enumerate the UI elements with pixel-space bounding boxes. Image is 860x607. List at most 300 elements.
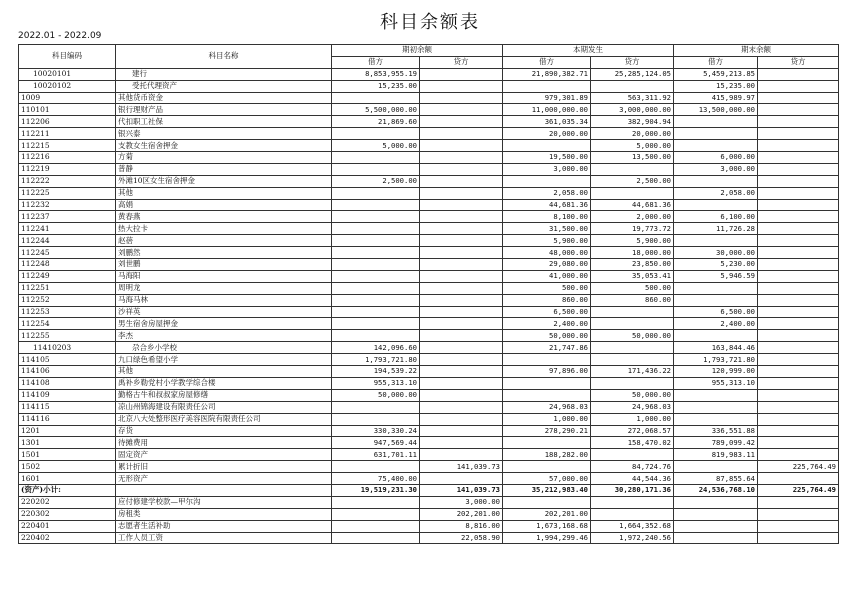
opening-credit-cell xyxy=(420,175,503,187)
name-cell: 凉山州锦海建设有限责任公司 xyxy=(116,401,332,413)
current-credit-cell xyxy=(591,187,674,199)
closing-debit-cell xyxy=(674,508,758,520)
name-cell: 男生宿舍房屋押金 xyxy=(116,318,332,330)
current-credit-cell: 272,068.57 xyxy=(591,425,674,437)
current-debit-cell: 21,747.86 xyxy=(503,342,591,354)
current-debit-cell xyxy=(503,461,591,473)
opening-debit-cell xyxy=(332,247,420,259)
name-cell: 勤格古牛和叔叔家房屋修缮 xyxy=(116,389,332,401)
current-debit-cell: 500.00 xyxy=(503,282,591,294)
name-cell: 马海阳 xyxy=(116,270,332,282)
closing-credit-cell xyxy=(758,270,839,282)
closing-debit-cell: 6,100.00 xyxy=(674,211,758,223)
current-debit-cell: 24,968.03 xyxy=(503,401,591,413)
closing-debit-cell xyxy=(674,282,758,294)
current-debit-cell: 860.00 xyxy=(503,294,591,306)
opening-credit-cell xyxy=(420,294,503,306)
closing-credit-cell xyxy=(758,306,839,318)
table-row xyxy=(19,496,839,508)
closing-credit-cell xyxy=(758,247,839,259)
opening-debit-cell xyxy=(332,163,420,175)
closing-credit-cell xyxy=(758,163,839,175)
opening-debit-cell xyxy=(332,508,420,520)
table-row xyxy=(19,68,839,80)
table-row xyxy=(19,532,839,544)
code-cell: 112215 xyxy=(19,140,116,152)
closing-debit-cell xyxy=(674,116,758,128)
current-debit-cell: 97,896.00 xyxy=(503,366,591,378)
code-cell: 112219 xyxy=(19,163,116,175)
name-cell: 高娟 xyxy=(116,199,332,211)
current-debit-cell: 3,000.00 xyxy=(503,163,591,175)
code-cell: 1501 xyxy=(19,449,116,461)
code-cell: (资产)小计: xyxy=(19,484,116,496)
current-credit-cell: 13,500.00 xyxy=(591,152,674,164)
name-cell: 尕合乡小学校 xyxy=(116,342,332,354)
current-credit-cell: 1,000.00 xyxy=(591,413,674,425)
current-credit-cell: 24,968.03 xyxy=(591,401,674,413)
current-credit-cell: 20,000.00 xyxy=(591,128,674,140)
header-opening: 期初余额 xyxy=(332,45,503,57)
name-cell: 支教女生宿舍押金 xyxy=(116,140,332,152)
closing-debit-cell: 15,235.00 xyxy=(674,80,758,92)
table-row xyxy=(19,211,839,223)
name-cell: 存货 xyxy=(116,425,332,437)
closing-debit-cell: 2,058.00 xyxy=(674,187,758,199)
opening-debit-cell xyxy=(332,128,420,140)
closing-debit-cell: 5,459,213.85 xyxy=(674,68,758,80)
closing-credit-cell xyxy=(758,532,839,544)
opening-credit-cell xyxy=(420,282,503,294)
name-cell: 马海马林 xyxy=(116,294,332,306)
closing-credit-cell xyxy=(758,342,839,354)
opening-credit-cell xyxy=(420,223,503,235)
code-cell: 112241 xyxy=(19,223,116,235)
closing-credit-cell xyxy=(758,294,839,306)
current-debit-cell: 278,290.21 xyxy=(503,425,591,437)
current-debit-cell xyxy=(503,80,591,92)
opening-debit-cell xyxy=(332,235,420,247)
opening-debit-cell xyxy=(332,259,420,271)
name-cell: 志愿者生活补助 xyxy=(116,520,332,532)
current-debit-cell: 1,673,168.68 xyxy=(503,520,591,532)
code-cell: 114109 xyxy=(19,389,116,401)
closing-credit-cell xyxy=(758,140,839,152)
current-credit-cell: 35,053.41 xyxy=(591,270,674,282)
closing-debit-cell: 13,500,000.00 xyxy=(674,104,758,116)
closing-credit-cell xyxy=(758,223,839,235)
opening-debit-cell: 50,000.00 xyxy=(332,389,420,401)
current-credit-cell: 382,904.94 xyxy=(591,116,674,128)
code-cell: 112232 xyxy=(19,199,116,211)
current-debit-cell: 31,500.00 xyxy=(503,223,591,235)
current-debit-cell: 50,000.00 xyxy=(503,330,591,342)
opening-debit-cell xyxy=(332,187,420,199)
name-cell: 九口绿色希望小学 xyxy=(116,354,332,366)
opening-credit-cell xyxy=(420,187,503,199)
opening-debit-cell: 75,400.00 xyxy=(332,473,420,485)
current-credit-cell: 44,681.36 xyxy=(591,199,674,211)
closing-debit-cell xyxy=(674,401,758,413)
closing-credit-cell xyxy=(758,175,839,187)
current-debit-cell xyxy=(503,354,591,366)
current-debit-cell: 361,035.34 xyxy=(503,116,591,128)
closing-debit-cell xyxy=(674,128,758,140)
opening-credit-cell xyxy=(420,473,503,485)
opening-credit-cell xyxy=(420,211,503,223)
opening-debit-cell xyxy=(332,199,420,211)
opening-debit-cell: 15,235.00 xyxy=(332,80,420,92)
opening-credit-cell xyxy=(420,152,503,164)
current-credit-cell: 171,436.22 xyxy=(591,366,674,378)
opening-credit-cell xyxy=(420,140,503,152)
closing-debit-cell xyxy=(674,330,758,342)
code-cell: 112253 xyxy=(19,306,116,318)
closing-debit-cell: 955,313.10 xyxy=(674,377,758,389)
current-debit-cell: 2,058.00 xyxy=(503,187,591,199)
table-row xyxy=(19,187,839,199)
header-current-debit: 借方 xyxy=(503,56,591,68)
closing-credit-cell xyxy=(758,425,839,437)
opening-debit-cell xyxy=(332,330,420,342)
code-cell: 114108 xyxy=(19,377,116,389)
opening-debit-cell: 194,539.22 xyxy=(332,366,420,378)
current-debit-cell: 1,000.00 xyxy=(503,413,591,425)
opening-debit-cell: 19,519,231.30 xyxy=(332,484,420,496)
opening-credit-cell xyxy=(420,401,503,413)
opening-credit-cell xyxy=(420,342,503,354)
table-row xyxy=(19,377,839,389)
table-row xyxy=(19,330,839,342)
code-cell: 114106 xyxy=(19,366,116,378)
opening-debit-cell xyxy=(332,270,420,282)
closing-debit-cell: 87,855.64 xyxy=(674,473,758,485)
table-row xyxy=(19,354,839,366)
closing-credit-cell xyxy=(758,128,839,140)
opening-debit-cell: 5,000.00 xyxy=(332,140,420,152)
code-cell: 112225 xyxy=(19,187,116,199)
table-row xyxy=(19,306,839,318)
current-debit-cell xyxy=(503,140,591,152)
closing-debit-cell xyxy=(674,175,758,187)
opening-debit-cell xyxy=(332,520,420,532)
closing-credit-cell xyxy=(758,259,839,271)
closing-credit-cell: 225,764.49 xyxy=(758,484,839,496)
closing-credit-cell xyxy=(758,318,839,330)
closing-debit-cell xyxy=(674,532,758,544)
current-credit-cell: 3,000,000.00 xyxy=(591,104,674,116)
table-row xyxy=(19,437,839,449)
opening-credit-cell xyxy=(420,270,503,282)
closing-debit-cell xyxy=(674,294,758,306)
table-row xyxy=(19,473,839,485)
opening-debit-cell xyxy=(332,401,420,413)
opening-credit-cell xyxy=(420,104,503,116)
balance-table xyxy=(18,44,839,544)
table-body xyxy=(19,68,839,544)
name-cell: 刘鹏然 xyxy=(116,247,332,259)
subtotal-row xyxy=(19,484,839,496)
current-debit-cell: 1,994,299.46 xyxy=(503,532,591,544)
table-row xyxy=(19,199,839,211)
closing-debit-cell: 415,989.97 xyxy=(674,92,758,104)
table-row xyxy=(19,425,839,437)
code-cell: 1201 xyxy=(19,425,116,437)
opening-credit-cell xyxy=(420,389,503,401)
opening-credit-cell xyxy=(420,80,503,92)
name-cell: 刘世鹏 xyxy=(116,259,332,271)
current-credit-cell: 25,285,124.05 xyxy=(591,68,674,80)
code-cell: 114115 xyxy=(19,401,116,413)
opening-debit-cell xyxy=(332,318,420,330)
table-row xyxy=(19,520,839,532)
opening-credit-cell xyxy=(420,318,503,330)
current-credit-cell: 5,000.00 xyxy=(591,140,674,152)
current-credit-cell xyxy=(591,163,674,175)
current-debit-cell: 41,000.00 xyxy=(503,270,591,282)
code-cell: 114116 xyxy=(19,413,116,425)
current-debit-cell: 19,500.00 xyxy=(503,152,591,164)
table-row xyxy=(19,128,839,140)
opening-debit-cell xyxy=(332,211,420,223)
document-title: 科目余额表 xyxy=(380,12,480,33)
closing-credit-cell xyxy=(758,389,839,401)
name-cell: 工作人员工资 xyxy=(116,532,332,544)
code-cell: 10020101 xyxy=(19,68,116,80)
name-cell: 黄春燕 xyxy=(116,211,332,223)
opening-credit-cell xyxy=(420,116,503,128)
closing-debit-cell xyxy=(674,413,758,425)
code-cell: 220302 xyxy=(19,508,116,520)
opening-debit-cell: 21,869.60 xyxy=(332,116,420,128)
code-cell: 11410203 xyxy=(19,342,116,354)
code-cell: 112237 xyxy=(19,211,116,223)
table-row xyxy=(19,152,839,164)
closing-credit-cell xyxy=(758,520,839,532)
header-closing-debit: 借方 xyxy=(674,56,758,68)
closing-credit-cell xyxy=(758,449,839,461)
closing-debit-cell: 24,536,768.10 xyxy=(674,484,758,496)
header-current: 本期发生 xyxy=(503,45,674,57)
opening-credit-cell: 141,039.73 xyxy=(420,461,503,473)
code-cell: 112222 xyxy=(19,175,116,187)
current-credit-cell: 158,470.02 xyxy=(591,437,674,449)
current-debit-cell: 20,000.00 xyxy=(503,128,591,140)
opening-credit-cell xyxy=(420,437,503,449)
closing-credit-cell xyxy=(758,104,839,116)
opening-debit-cell xyxy=(332,461,420,473)
opening-credit-cell xyxy=(420,306,503,318)
code-cell: 112249 xyxy=(19,270,116,282)
table-row xyxy=(19,389,839,401)
current-debit-cell xyxy=(503,437,591,449)
opening-credit-cell xyxy=(420,413,503,425)
current-credit-cell: 18,000.00 xyxy=(591,247,674,259)
name-cell: 待摊费用 xyxy=(116,437,332,449)
closing-credit-cell xyxy=(758,80,839,92)
current-credit-cell xyxy=(591,508,674,520)
opening-debit-cell: 1,793,721.80 xyxy=(332,354,420,366)
name-cell: 禹补乡勒党村小学教学综合楼 xyxy=(116,377,332,389)
name-cell: 累计折旧 xyxy=(116,461,332,473)
name-cell: 受托代理资产 xyxy=(116,80,332,92)
code-cell: 10020102 xyxy=(19,80,116,92)
closing-debit-cell: 6,000.00 xyxy=(674,152,758,164)
closing-debit-cell xyxy=(674,496,758,508)
opening-debit-cell: 955,313.10 xyxy=(332,377,420,389)
name-cell: 李杰 xyxy=(116,330,332,342)
opening-credit-cell: 141,039.73 xyxy=(420,484,503,496)
table-row xyxy=(19,259,839,271)
current-credit-cell: 563,311.92 xyxy=(591,92,674,104)
closing-credit-cell xyxy=(758,211,839,223)
closing-credit-cell xyxy=(758,68,839,80)
current-debit-cell: 21,890,382.71 xyxy=(503,68,591,80)
table-row xyxy=(19,413,839,425)
opening-credit-cell: 202,201.00 xyxy=(420,508,503,520)
opening-debit-cell xyxy=(332,294,420,306)
table-row xyxy=(19,449,839,461)
current-credit-cell: 50,000.00 xyxy=(591,330,674,342)
opening-credit-cell: 22,058.90 xyxy=(420,532,503,544)
name-cell: 周明龙 xyxy=(116,282,332,294)
current-debit-cell: 8,100.00 xyxy=(503,211,591,223)
closing-debit-cell: 789,099.42 xyxy=(674,437,758,449)
closing-debit-cell xyxy=(674,520,758,532)
current-debit-cell: 29,080.00 xyxy=(503,259,591,271)
header-opening-credit: 贷方 xyxy=(420,56,503,68)
closing-debit-cell: 120,999.00 xyxy=(674,366,758,378)
code-cell: 112206 xyxy=(19,116,116,128)
table-row xyxy=(19,318,839,330)
current-debit-cell xyxy=(503,389,591,401)
current-credit-cell xyxy=(591,342,674,354)
current-credit-cell: 5,900.00 xyxy=(591,235,674,247)
code-cell: 114105 xyxy=(19,354,116,366)
report-period: 2022.01 - 2022.09 xyxy=(18,31,102,41)
header-code: 科目编码 xyxy=(19,45,116,69)
closing-credit-cell: 225,764.49 xyxy=(758,461,839,473)
opening-debit-cell xyxy=(332,413,420,425)
code-cell: 112216 xyxy=(19,152,116,164)
closing-credit-cell xyxy=(758,116,839,128)
closing-credit-cell xyxy=(758,413,839,425)
closing-debit-cell: 5,230.00 xyxy=(674,259,758,271)
table-row xyxy=(19,508,839,520)
code-cell: 112248 xyxy=(19,259,116,271)
current-credit-cell: 860.00 xyxy=(591,294,674,306)
opening-credit-cell xyxy=(420,449,503,461)
current-debit-cell: 48,000.00 xyxy=(503,247,591,259)
closing-credit-cell xyxy=(758,401,839,413)
name-cell: 其他 xyxy=(116,187,332,199)
current-credit-cell xyxy=(591,496,674,508)
opening-credit-cell xyxy=(420,68,503,80)
current-credit-cell xyxy=(591,449,674,461)
closing-debit-cell: 163,844.46 xyxy=(674,342,758,354)
closing-debit-cell: 336,551.88 xyxy=(674,425,758,437)
table-row xyxy=(19,104,839,116)
current-debit-cell: 202,201.00 xyxy=(503,508,591,520)
current-debit-cell xyxy=(503,377,591,389)
current-credit-cell: 500.00 xyxy=(591,282,674,294)
current-debit-cell: 5,900.00 xyxy=(503,235,591,247)
opening-credit-cell xyxy=(420,425,503,437)
opening-credit-cell: 8,816.00 xyxy=(420,520,503,532)
closing-debit-cell: 30,000.00 xyxy=(674,247,758,259)
current-debit-cell: 11,000,000.00 xyxy=(503,104,591,116)
name-cell: 银行理财产品 xyxy=(116,104,332,116)
name-cell: 其他 xyxy=(116,366,332,378)
current-debit-cell: 188,282.00 xyxy=(503,449,591,461)
closing-debit-cell xyxy=(674,199,758,211)
current-credit-cell xyxy=(591,354,674,366)
opening-credit-cell xyxy=(420,128,503,140)
header-name: 科目名称 xyxy=(116,45,332,69)
table-row xyxy=(19,366,839,378)
opening-debit-cell: 947,569.44 xyxy=(332,437,420,449)
name-cell: 沙祥英 xyxy=(116,306,332,318)
opening-debit-cell: 142,096.60 xyxy=(332,342,420,354)
current-credit-cell: 84,724.76 xyxy=(591,461,674,473)
current-debit-cell: 35,212,983.40 xyxy=(503,484,591,496)
table-row xyxy=(19,92,839,104)
name-cell: 代扣职工社保 xyxy=(116,116,332,128)
current-credit-cell: 50,000.00 xyxy=(591,389,674,401)
header-closing: 期末余额 xyxy=(674,45,839,57)
opening-debit-cell xyxy=(332,92,420,104)
code-cell: 1301 xyxy=(19,437,116,449)
opening-credit-cell: 3,000.00 xyxy=(420,496,503,508)
code-cell: 220202 xyxy=(19,496,116,508)
table-row xyxy=(19,140,839,152)
current-credit-cell: 30,280,171.36 xyxy=(591,484,674,496)
name-cell: 普静 xyxy=(116,163,332,175)
table-row xyxy=(19,401,839,413)
closing-debit-cell xyxy=(674,140,758,152)
table-row xyxy=(19,270,839,282)
opening-debit-cell xyxy=(332,532,420,544)
code-cell: 1009 xyxy=(19,92,116,104)
code-cell: 1601 xyxy=(19,473,116,485)
current-credit-cell xyxy=(591,306,674,318)
current-credit-cell xyxy=(591,80,674,92)
name-cell: 房租类 xyxy=(116,508,332,520)
name-cell: 固定资产 xyxy=(116,449,332,461)
name-cell: 无形资产 xyxy=(116,473,332,485)
closing-debit-cell: 819,983.11 xyxy=(674,449,758,461)
closing-debit-cell: 5,946.59 xyxy=(674,270,758,282)
current-credit-cell: 23,850.00 xyxy=(591,259,674,271)
code-cell: 112245 xyxy=(19,247,116,259)
closing-debit-cell xyxy=(674,235,758,247)
current-credit-cell: 44,544.36 xyxy=(591,473,674,485)
opening-credit-cell xyxy=(420,247,503,259)
opening-credit-cell xyxy=(420,259,503,271)
closing-credit-cell xyxy=(758,377,839,389)
name-cell: 其他货币资金 xyxy=(116,92,332,104)
closing-credit-cell xyxy=(758,366,839,378)
closing-credit-cell xyxy=(758,282,839,294)
code-cell: 112255 xyxy=(19,330,116,342)
opening-credit-cell xyxy=(420,92,503,104)
table-row xyxy=(19,80,839,92)
opening-debit-cell xyxy=(332,306,420,318)
current-credit-cell: 19,773.72 xyxy=(591,223,674,235)
opening-debit-cell xyxy=(332,496,420,508)
current-debit-cell: 57,000.00 xyxy=(503,473,591,485)
current-debit-cell xyxy=(503,496,591,508)
